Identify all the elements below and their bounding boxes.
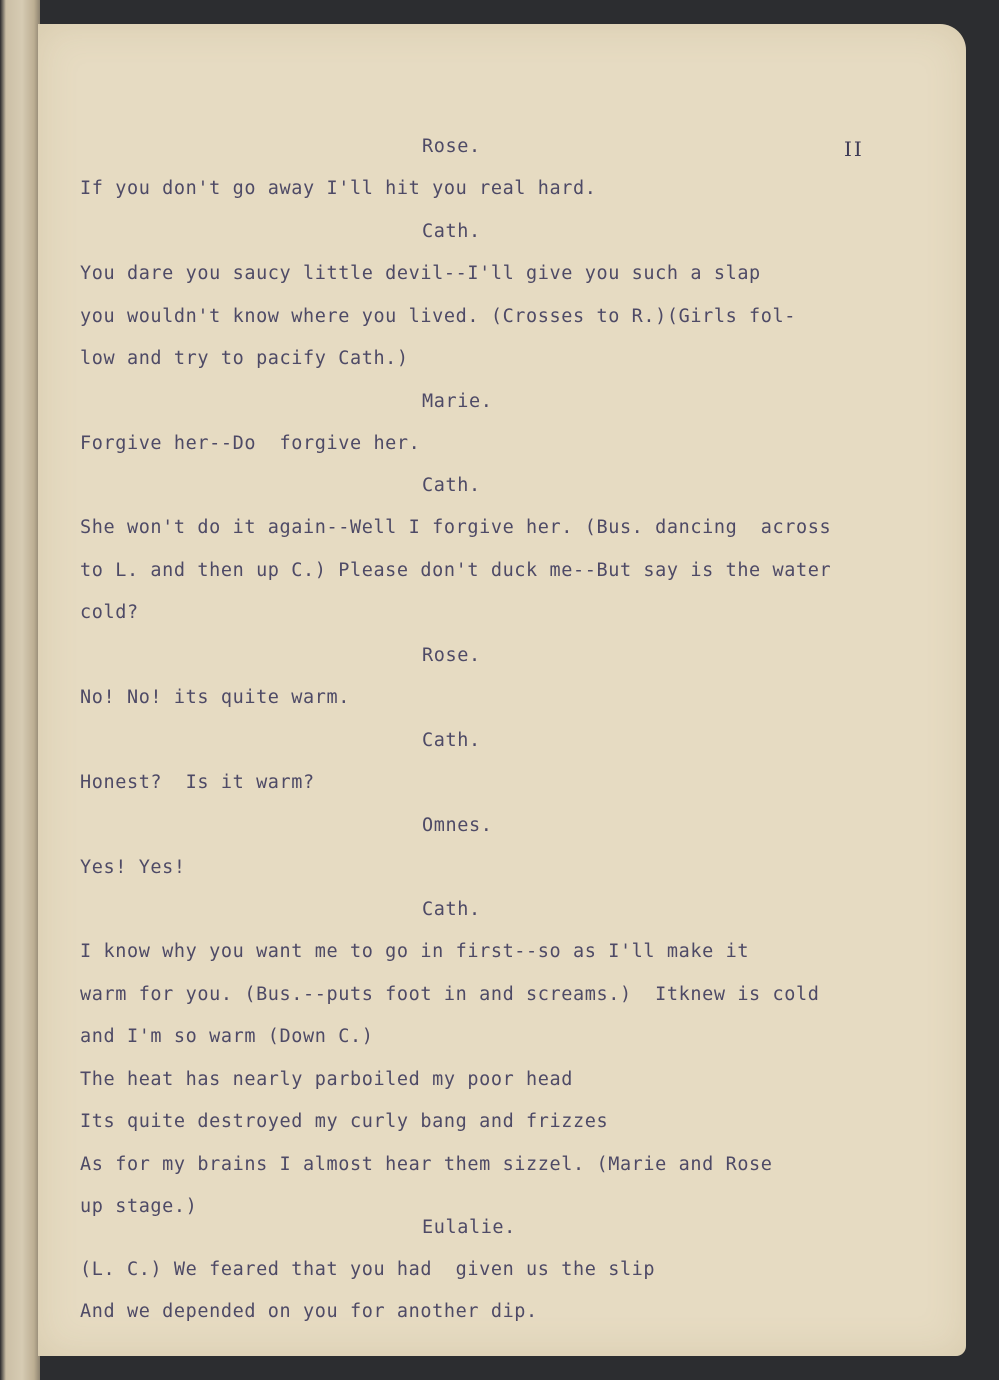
dialogue-line: I know why you want me to go in first--so as I'll make it [80, 941, 750, 962]
book-binding [0, 0, 40, 1380]
dialogue-line: to L. and then up C.) Please don't duck me--But say is the water [80, 560, 832, 581]
speaker-eulalie: Eulalie. [422, 1217, 516, 1238]
dialogue-line: up stage.) [80, 1196, 198, 1217]
dialogue-line: cold? [80, 602, 139, 623]
speaker-cath: Cath. [422, 899, 481, 920]
typescript-page [38, 24, 966, 1356]
speaker-cath: Cath. [422, 221, 481, 242]
verse-line: The heat has nearly parboiled my poor head [80, 1069, 573, 1090]
speaker-rose: Rose. [422, 136, 481, 157]
page-number: II [844, 137, 864, 161]
verse-line: As for my brains I almost hear them sizzel. (Marie and Rose [80, 1154, 773, 1175]
dialogue-line: and I'm so warm (Down C.) [80, 1026, 374, 1047]
dialogue-line: You dare you saucy little devil--I'll give you such a slap [80, 263, 761, 284]
speaker-rose: Rose. [422, 645, 481, 666]
verse-line: Its quite destroyed my curly bang and frizzes [80, 1111, 609, 1132]
speaker-cath: Cath. [422, 475, 481, 496]
speaker-omnes: Omnes. [422, 815, 493, 836]
dialogue-line: Honest? Is it warm? [80, 772, 315, 793]
verse-line: And we depended on you for another dip. [80, 1301, 538, 1322]
dialogue-line: warm for you. (Bus.--puts foot in and screams.) Itknew is cold [80, 984, 820, 1005]
speaker-cath: Cath. [422, 730, 481, 751]
dialogue-line: She won't do it again--Well I forgive her. (Bus. dancing across [80, 517, 832, 538]
verse-line: (L. C.) We feared that you had given us the slip [80, 1259, 656, 1280]
dialogue-line: you wouldn't know where you lived. (Crosses to R.)(Girls fol- [80, 306, 797, 327]
dialogue-line: If you don't go away I'll hit you real hard. [80, 178, 597, 199]
dialogue-line: Yes! Yes! [80, 857, 186, 878]
speaker-marie: Marie. [422, 391, 493, 412]
dialogue-line: low and try to pacify Cath.) [80, 348, 409, 369]
dialogue-line: Forgive her--Do forgive her. [80, 433, 421, 454]
dialogue-line: No! No! its quite warm. [80, 687, 350, 708]
